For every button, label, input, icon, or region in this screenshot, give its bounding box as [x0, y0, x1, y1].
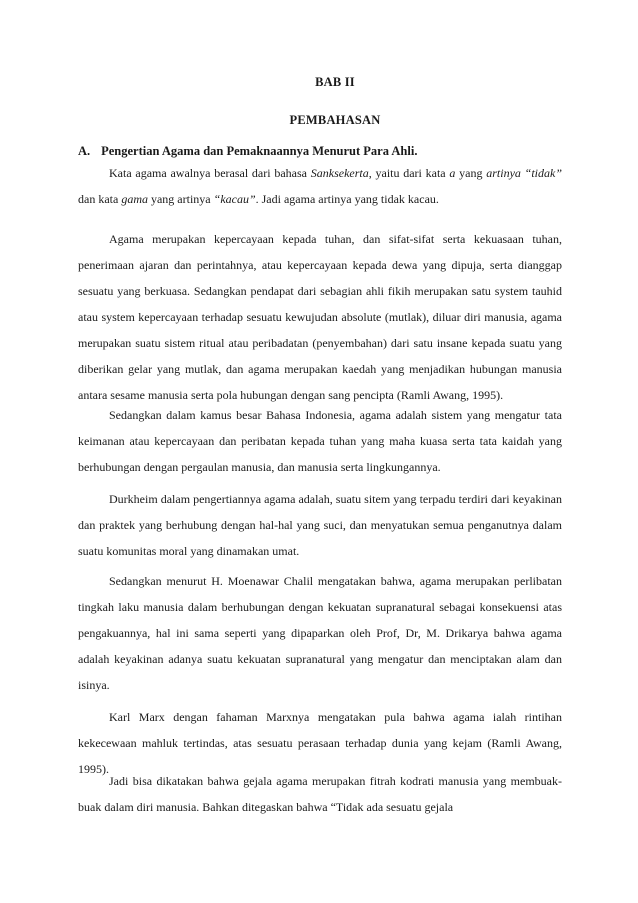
p1-part-i: yang artinya — [147, 192, 214, 206]
paragraph-5-text: Sedangkan menurut H. Moenawar Chalil mengatakan bahwa, agama merupakan perlibatan tingkah laku manusia dalam berhubungan dengan kekuatan supranatural sebagai konsekuensi atas pengakuannya, hal ini sama seperti yang dipaparkan oleh Prof, Dr, M. Drikarya bahwa agama adalah keyakinan adanya suatu kekuatan supranatural yang mengatur dan menciptakan alam dan isinya. — [78, 574, 562, 692]
paragraph-5 — [78, 568, 562, 698]
p1-term-gama: gama — [121, 192, 148, 206]
paragraph-3 — [78, 402, 562, 480]
paragraph-6-text: Karl Marx dengan fahaman Marxnya mengatakan pula bahwa agama ialah rintihan kekecewaan mahluk tertindas, atas sesuatu perasaan terhadap dunia yang kejam (Ramli Awang, 1995). — [78, 710, 562, 776]
subsection-number: A. — [78, 144, 91, 158]
subsection-title: Pengertian Agama dan Pemaknaannya Menurut Para Ahli. — [101, 144, 418, 158]
p1-term-kacau: “kacau” — [213, 192, 256, 206]
p1-part-g: dan kata — [78, 192, 122, 206]
p1-part-e: yang — [455, 166, 487, 180]
section-heading: PEMBAHASAN — [289, 113, 381, 127]
p1-term-a: a — [449, 166, 456, 180]
paragraph-2-text: Agama merupakan kepercayaan kepada tuhan, dan sifat-sifat serta kekuasaan tuhan, penerimaan ajaran dan perintahnya, atau kepercayaan kepada dewa yang dipuja, serta dianggap sesuatu yang berkuasa. Sedangkan pendapat dari sebagian ahli fikih merupakan satu system tauhid atau system kepercayaan terhadap sesuatu kewujudan absolute (mutlak), diluar diri manusia, agama merupakan suatu sistem ritual atau peribadatan (penyembahan) dari satu insane kepada suatu yang diberikan gelar yang mutlak, dan agama merupakan kaedah yang menjadikan hubungan manusia antara sesame manusia serta pola hubungan dengan sang pencipta (Ramli Awang, 1995). — [78, 232, 562, 402]
paragraph-7 — [78, 768, 562, 820]
paragraph-4-text: Durkheim dalam pengertiannya agama adalah, suatu sitem yang terpadu terdiri dari keyakinan dan praktek yang berhubung dengan hal-hal yang suci, dan menyatukan semua penganutnya dalam suatu komunitas moral yang dinamakan umat. — [78, 492, 562, 558]
paragraph-1-text — [78, 160, 562, 212]
paragraph-3-text: Sedangkan dalam kamus besar Bahasa Indonesia, agama adalah sistem yang mengatur tata keimanan atau kepercayaan dan peribatan kepada tuhan yang maha kuasa serta tata kaidah yang berhubungan dengan pergaulan manusia, dan manusia serta lingkungannya. — [78, 408, 562, 474]
p1-part-a: Kata agama awalnya berasal dari bahasa — [109, 166, 311, 180]
p1-term-tidak: artinya “tidak” — [486, 166, 562, 180]
paragraph-2 — [78, 226, 562, 408]
p1-part-k: . Jadi agama artinya yang tidak kacau. — [255, 192, 439, 206]
paragraph-4 — [78, 486, 562, 564]
p1-part-c: , yaitu dari kata — [368, 166, 450, 180]
paragraph-7-text: Jadi bisa dikatakan bahwa gejala agama merupakan fitrah kodrati manusia yang membuak-buak dalam diri manusia. Bahkan ditegaskan bahwa “Tidak ada sesuatu gejala — [78, 774, 562, 814]
p1-term-sanksekerta: Sanksekerta — [310, 166, 369, 180]
chapter-heading: BAB II — [315, 75, 355, 89]
subsection-heading — [78, 144, 417, 159]
paragraph-1 — [78, 160, 562, 212]
